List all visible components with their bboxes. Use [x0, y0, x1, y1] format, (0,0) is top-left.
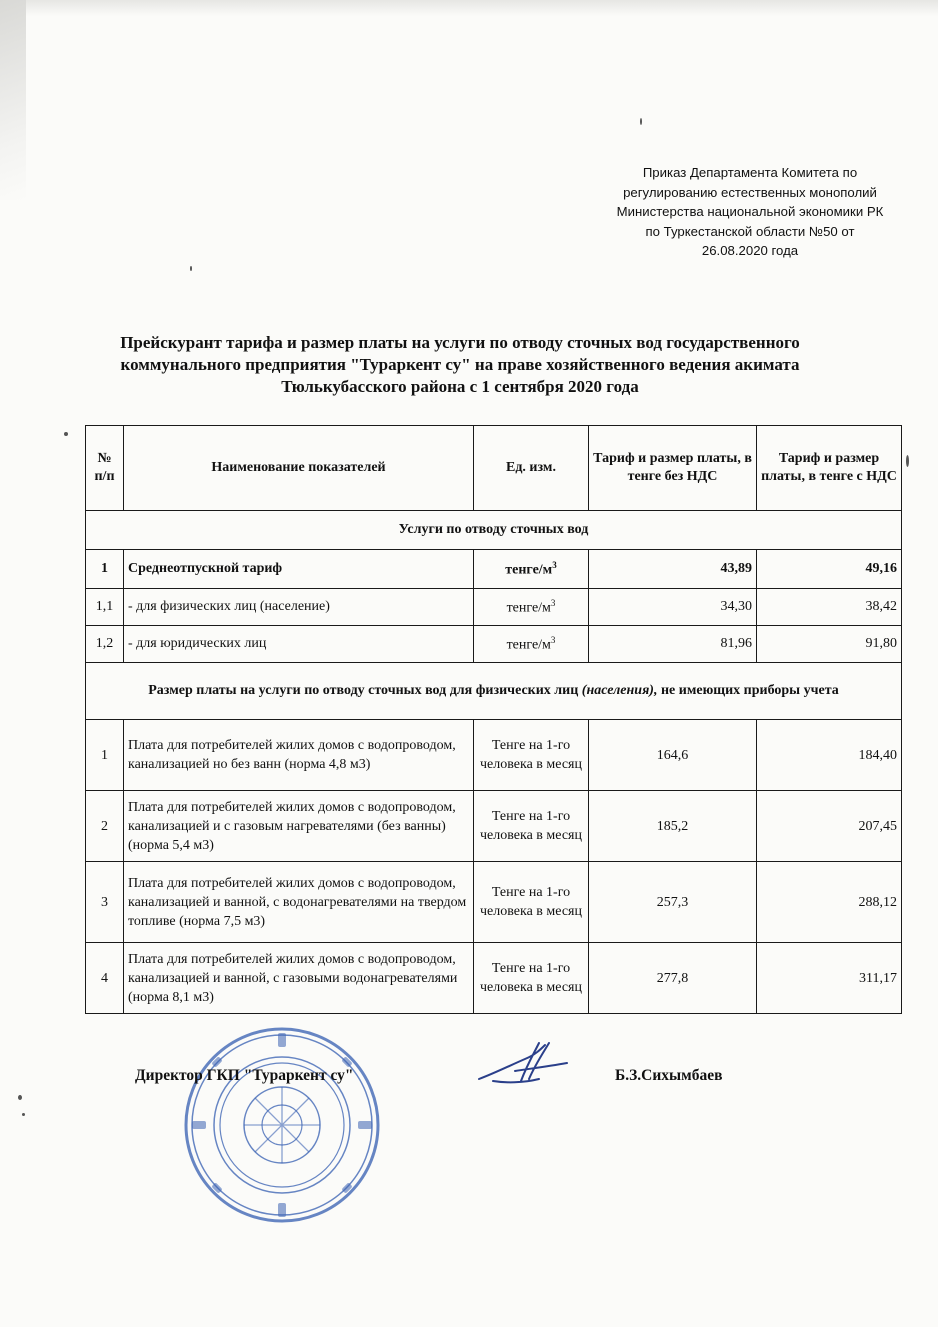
- order-line: по Туркестанской области №50 от: [645, 223, 855, 239]
- row-with-vat: 49,16: [757, 550, 902, 589]
- header-unit: Ед. изм.: [474, 426, 589, 511]
- row-name: - для физических лиц (население): [124, 589, 474, 626]
- row-with-vat: 184,40: [757, 720, 902, 791]
- scan-speck: [640, 118, 642, 125]
- row-no-vat: 164,6: [589, 720, 757, 791]
- table-row: [86, 943, 902, 1014]
- official-stamp: [182, 1025, 382, 1225]
- row-with-vat: 91,80: [757, 626, 902, 663]
- title-line: коммунального предприятия "Тураркент су" на праве хозяйственного ведения акимата: [120, 355, 800, 374]
- section-title: Размер платы на услуги по отводу сточных вод для физических лиц (населения), не имеющих приборы учета: [86, 663, 902, 720]
- row-unit: тенге/$м^3$: [474, 626, 589, 663]
- row-unit: Тенге на 1-го человека в месяц: [474, 862, 589, 943]
- row-no-vat: 277,8: [589, 943, 757, 1014]
- row-with-vat: 288,12: [757, 862, 902, 943]
- director-name: Б.З.Сихымбаев: [615, 1067, 723, 1084]
- row-unit: тенге/$м^3$: [474, 550, 589, 589]
- row-number: 2: [86, 791, 124, 862]
- order-line: регулированию естественных монополий: [623, 184, 877, 200]
- order-line: Министерства национальной экономики РК: [616, 204, 884, 219]
- scan-speck: [18, 1095, 22, 1100]
- title-line: Тюлькубасского района с 1 сентября 2020 года: [281, 377, 639, 396]
- row-with-vat: 207,45: [757, 791, 902, 862]
- row-with-vat: 311,17: [757, 943, 902, 1014]
- table-row: [86, 550, 902, 589]
- title-line: Прейскурант тарифа и размер платы на услуги по отводу сточных вод государственного: [120, 333, 800, 352]
- header-tariff-no-vat: Тариф и размер платы, в тенге без НДС: [589, 426, 757, 511]
- row-number: 1: [86, 550, 124, 589]
- section-title: Услуги по отводу сточных вод: [86, 511, 902, 550]
- row-name: Плата для потребителей жилих домов с водопроводом, канализацией но без ванн (норма 4,8 м3): [124, 720, 474, 791]
- order-line: Приказ Департамента Комитета по: [642, 165, 858, 180]
- tariff-table: [85, 425, 902, 1014]
- row-number: 1,1: [86, 589, 124, 626]
- row-name: Плата для потребителей жилих домов с водопроводом, канализацией и ванной, с газовыми водонагревателями (норма 8,1 м3): [124, 943, 474, 1014]
- row-name: Среднеотпускной тариф: [124, 550, 474, 589]
- row-name: - для юридических лиц: [124, 626, 474, 663]
- order-line: 26.08.2020 года: [701, 243, 799, 258]
- scan-speck: [22, 1113, 25, 1116]
- header-name: Наименование показателей: [124, 426, 474, 511]
- row-no-vat: 257,3: [589, 862, 757, 943]
- scan-speck: [64, 432, 68, 436]
- row-no-vat: 34,30: [589, 589, 757, 626]
- scan-edge-top: [0, 0, 938, 16]
- order-reference: [600, 163, 900, 261]
- row-unit: Тенге на 1-го человека в месяц: [474, 720, 589, 791]
- table-row: [86, 589, 902, 626]
- table-row: [86, 720, 902, 791]
- table-row: [86, 791, 902, 862]
- table-header-row: [86, 426, 902, 511]
- director-signature: [475, 1035, 570, 1095]
- section-row: [86, 511, 902, 550]
- row-number: 4: [86, 943, 124, 1014]
- row-number: 1,2: [86, 626, 124, 663]
- row-with-vat: 38,42: [757, 589, 902, 626]
- scan-speck: [190, 266, 192, 271]
- director-label: Директор ГКП "Тураркент су": [135, 1067, 354, 1084]
- section-row: [86, 663, 902, 720]
- row-name: Плата для потребителей жилих домов с водопроводом, канализацией и с газовым нагревателями (без ванны) (норма 5,4 м3): [124, 791, 474, 862]
- header-tariff-with-vat: Тариф и размер платы, в тенге с НДС: [757, 426, 902, 511]
- row-number: 3: [86, 862, 124, 943]
- row-number: 1: [86, 720, 124, 791]
- scan-speck: [906, 455, 909, 467]
- row-no-vat: 81,96: [589, 626, 757, 663]
- row-unit: тенге/$м^3$: [474, 589, 589, 626]
- document-title: [80, 332, 840, 398]
- table-row: [86, 862, 902, 943]
- scan-edge-left: [0, 0, 26, 200]
- row-unit: Тенге на 1-го человека в месяц: [474, 791, 589, 862]
- row-name: Плата для потребителей жилих домов с водопроводом, канализацией и ванной, с водонагревателями на твердом топливе (норма 7,5 м3): [124, 862, 474, 943]
- row-no-vat: 43,89: [589, 550, 757, 589]
- header-number: № п/п: [86, 426, 124, 511]
- row-no-vat: 185,2: [589, 791, 757, 862]
- row-unit: Тенге на 1-го человека в месяц: [474, 943, 589, 1014]
- table-row: [86, 626, 902, 663]
